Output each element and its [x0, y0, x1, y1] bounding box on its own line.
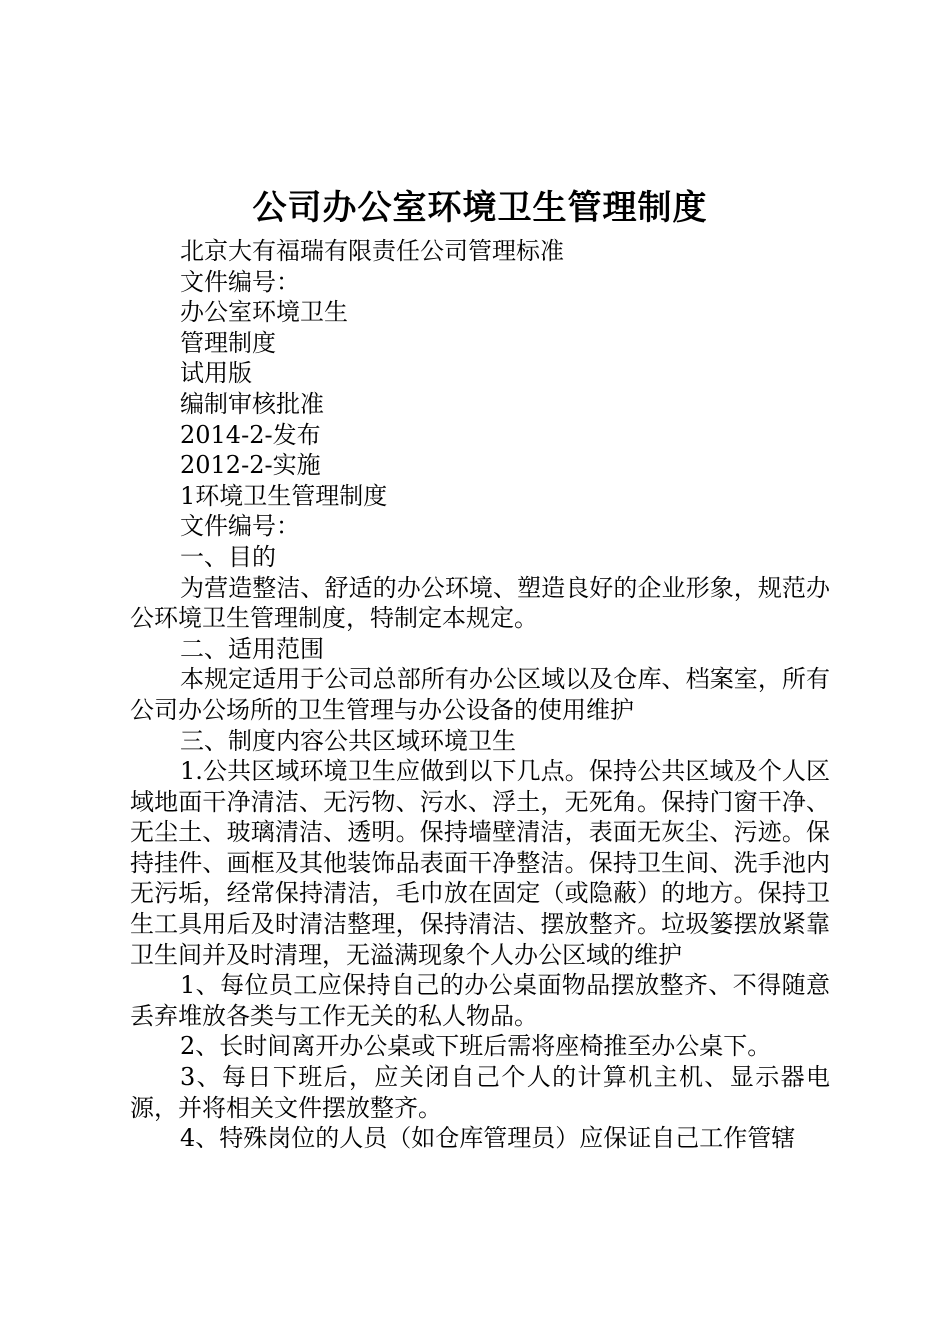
section-heading-purpose: 一、目的 [180, 542, 276, 571]
file-number-line: 文件编号： [180, 267, 300, 296]
scope-paragraph: 本规定适用于公司总部所有办公区域以及仓库、档案室，所有公司办公场所的卫生管理与办公设备的使用维护 [130, 665, 830, 724]
public-area-paragraph: 1.公共区域环境卫生应做到以下几点。保持公共区域及个人区域地面干净清洁、无污物、污水、浮土，无死角。保持门窗干净、无尘土、玻璃清洁、透明。保持墙壁清洁，表面无灰尘、污迹。保持挂件、画框及其他装饰品表面干净整洁。保持卫生间、洗手池内无污垢，经常保持清洁，毛巾放在固定（或隐蔽）的地方。保持卫生工具用后及时清洁整理，保持清洁、摆放整齐。垃圾篓摆放紧靠卫生间并及时清理，无溢满现象个人办公区域的维护 [130, 757, 830, 969]
rule-item-1: 1、每位员工应保持自己的办公桌面物品摆放整齐、不得随意丢弃堆放各类与工作无关的私人物品。 [130, 971, 830, 1030]
chapter-title-line: 1环境卫生管理制度 [180, 481, 388, 510]
purpose-paragraph: 为营造整洁、舒适的办公环境、塑造良好的企业形象，规范办公环境卫生管理制度，特制定本规定。 [130, 573, 830, 633]
approval-line: 编制审核批准 [180, 389, 324, 418]
version-line: 试用版 [180, 359, 252, 388]
file-number-line-2: 文件编号： [180, 512, 300, 541]
rule-item-3: 3、每日下班后，应关闭自己个人的计算机主机、显示器电源，并将相关文件摆放整齐。 [130, 1063, 830, 1122]
publish-date-line: 2014-2-发布 [180, 420, 321, 449]
document-page [130, 180, 830, 1154]
rule-item-4: 4、特殊岗位的人员（如仓库管理员）应保证自己工作管辖 [180, 1124, 796, 1153]
document-title: 公司办公室环境卫生管理制度 [252, 188, 708, 228]
effective-date-line: 2012-2-实施 [180, 451, 321, 480]
section-heading-scope: 二、适用范围 [180, 634, 324, 663]
subject-line-2: 管理制度 [180, 328, 276, 357]
company-standard-line: 北京大有福瑞有限责任公司管理标准 [180, 237, 564, 265]
subject-line: 办公室环境卫生 [180, 298, 348, 327]
rule-item-2: 2、长时间离开办公桌或下班后需将座椅推至办公桌下。 [180, 1032, 772, 1061]
section-heading-content: 三、制度内容公共区域环境卫生 [180, 726, 516, 755]
